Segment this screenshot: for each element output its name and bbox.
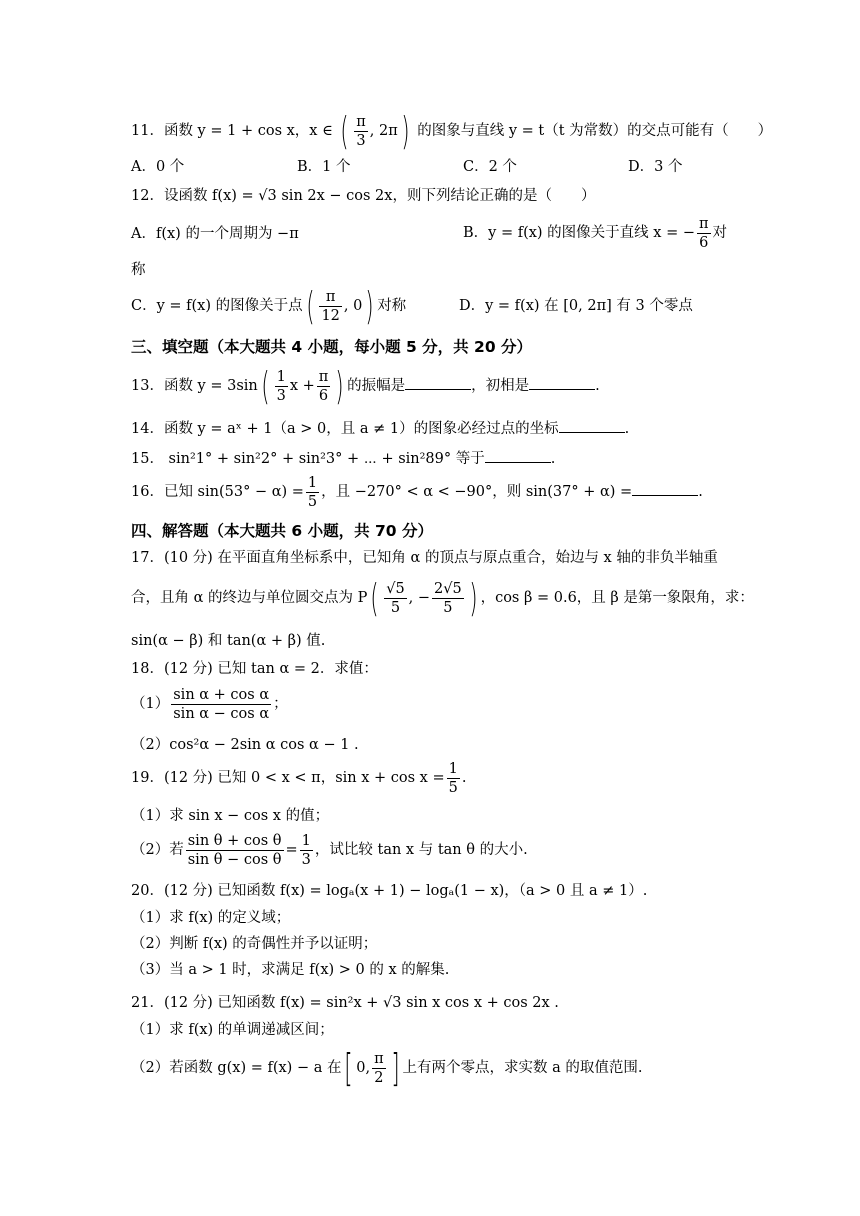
q17-l2-pre: 合，且角 α 的终边与单位圆交点为 P [131, 590, 368, 606]
q16-end: . [698, 484, 703, 500]
q19-part2-frac [186, 832, 284, 869]
q15-end: . [550, 451, 556, 467]
q11-option-d: D．3 个 [628, 159, 683, 175]
q12-option-b-post: 对 [712, 225, 728, 241]
q21-part2-pre: （2）若函数 g(x) = f(x) − a 在 [131, 1060, 342, 1076]
q17-comma: , − [408, 590, 431, 606]
q11-frac-num: π [356, 113, 366, 130]
q17-p1-den: 5 [390, 599, 401, 616]
q15-blank [485, 448, 551, 463]
q15-text: 15． sin²1° + sin²2° + sin²3° + ⋯ + sin²89° 等于 [131, 451, 485, 467]
q12-option-b-num: π [699, 215, 709, 232]
q12-option-b-pre: B．y = f(x) 的图像关于直线 x = − [463, 225, 695, 241]
q12-option-b [463, 214, 727, 252]
q11-stem [131, 109, 773, 153]
q13-frac1-num: 1 [276, 368, 286, 385]
q17-line2: 合，且角 α 的终边与单位圆交点为 P( $\frac{√5}{5}$ , − $\frac{2√5}{5}$ ) ，cos β = 0.6，且 β 是第一象限角，求： [131, 576, 754, 620]
q16-frac-num: 1 [307, 474, 318, 491]
q19-part1: （1）求 sin x − cos x 的值； [131, 808, 330, 824]
q19-part2-rfrac [300, 832, 313, 869]
q12-option-b-den: 6 [699, 234, 709, 251]
q21-part2 [131, 1046, 642, 1090]
q14-end: . [624, 421, 630, 437]
section-4-heading: 四、解答题（本大题共 6 小题，共 70 分） [131, 522, 433, 540]
q21-stem: 21．(12 分) 已知函数 f(x) = sin²x + √3 sin x cos x + cos 2x . [131, 995, 559, 1011]
q13-frac2-den: 6 [318, 387, 329, 404]
q19-part2-num: sin θ + cos θ [187, 832, 282, 849]
q12-option-c: C．y = f(x) 的图像关于点( $\frac{\pi}{12}$ , 0) 对称 [131, 284, 407, 328]
q12-option-b-wrap: 称 [131, 262, 146, 278]
q13-frac1-den: 3 [276, 387, 286, 404]
q16-frac-den: 5 [307, 493, 318, 510]
q18-part2: （2）cos²α − 2sin α cos α − 1 . [131, 737, 359, 753]
q19-part2-rden: 3 [301, 851, 311, 868]
q17-p1-num: √5 [386, 580, 405, 597]
q19-part2-den: sin θ − cos θ [187, 851, 282, 868]
q13-blank-2 [529, 375, 595, 390]
q12-option-c-post: 对称 [377, 298, 407, 314]
q21-part2-den: 2 [374, 1069, 384, 1086]
q13: 13．函数 y = 3sin( $\frac{1}{3}$ x + $\frac{\pi}{6}$ ) 的振幅是 ，初相是 . [131, 364, 600, 408]
q21-part2-frac [372, 1050, 386, 1087]
q21-part2-post: 上有两个零点，求实数 a 的取值范围. [402, 1060, 643, 1076]
q18-part1-frac [171, 686, 271, 723]
q14 [131, 418, 629, 439]
q13-end: . [595, 378, 600, 394]
q21-part1: （1）求 f(x) 的单调递减区间； [131, 1022, 334, 1038]
q12-option-b-frac [697, 215, 711, 252]
q12-option-c-rest: , 0 [343, 298, 363, 314]
q13-pre: 13．函数 y = 3sin [131, 378, 258, 394]
q21-part2-num: π [374, 1050, 384, 1067]
q11-option-a: A．0 个 [131, 159, 185, 175]
q16-mid: ，且 −270° < α < −90°，则 sin(37° + α) = [321, 484, 633, 500]
q12-option-c-num: π [319, 288, 341, 307]
q13-mid: x + [289, 378, 315, 394]
q19-part2-rnum: 1 [301, 832, 311, 849]
q19-part2 [131, 830, 528, 870]
q12-option-a: A．f(x) 的一个周期为 −π [131, 226, 299, 242]
q19-frac-num: 1 [448, 760, 458, 777]
q11-num: 11． [131, 123, 164, 139]
q16-pre: 16．已知 sin(53° − α) = [131, 484, 304, 500]
q13-frac1 [275, 368, 288, 405]
q17-p1-frac [384, 580, 406, 617]
q11-option-c: C．2 个 [463, 159, 517, 175]
q17-l2-post: ，cos β = 0.6，且 β 是第一象限角，求： [480, 590, 754, 606]
q16-blank [632, 481, 698, 496]
q16 [131, 470, 703, 514]
q11-option-b: B．1 个 [297, 159, 351, 175]
q15 [131, 448, 555, 469]
q19-stem-pre: 19．(12 分) 已知 0 < x < π，sin x + cos x = [131, 770, 445, 786]
q18-part1-den: sin α − cos α [173, 705, 270, 722]
q11-frac [354, 113, 368, 150]
q13-post2: ，初相是 [471, 378, 530, 394]
q19-end: . [461, 770, 467, 786]
q17-line1: 17．(10 分) 在平面直角坐标系中，已知角 α 的顶点与原点重合，始边与 x 轴的非负半轴重 [131, 550, 718, 566]
q18-part1-end: ； [273, 696, 288, 712]
q11-post: 的图象与直线 y = t（t 为常数）的交点可能有（ ） [417, 123, 773, 139]
q21-part2-in: 0, [356, 1060, 371, 1076]
q12-option-c-den: 12 [321, 307, 340, 324]
q20-part3: （3）当 a > 1 时，求满足 f(x) > 0 的 x 的解集. [131, 962, 450, 978]
q13-frac2-num: π [318, 368, 329, 385]
q11-pre: 函数 y = 1 + cos x，x ∈ [163, 123, 333, 139]
q16-frac [306, 474, 319, 511]
q11-int-rest: , 2π [369, 123, 398, 139]
q20-stem: 20．(12 分) 已知函数 f(x) = logₐ(x + 1) − logₐ(1 − x)，（a > 0 且 a ≠ 1）. [131, 883, 648, 899]
q12-stem: 12．设函数 f(x) = √3 sin 2x − cos 2x，则下列结论正确的是（ ） [131, 188, 596, 204]
q13-post1: 的振幅是 [347, 378, 406, 394]
q21-bracket-open: [ [344, 1046, 353, 1090]
q12-option-c-frac [319, 288, 341, 325]
q19-part2-post: ，试比较 tan x 与 tan θ 的大小. [314, 842, 528, 858]
q12-option-d: D．y = f(x) 在 [0, 2π] 有 3 个零点 [459, 298, 693, 314]
q17-line3: sin(α − β) 和 tan(α + β) 值. [131, 633, 326, 649]
section-3-heading: 三、填空题（本大题共 4 小题，每小题 5 分，共 20 分） [131, 338, 533, 356]
q11-frac-den: 3 [356, 132, 366, 149]
q19-frac [447, 760, 460, 797]
q17-p2-frac [432, 580, 464, 617]
q19-frac-den: 5 [448, 779, 458, 796]
q18-part1 [131, 684, 288, 724]
q11-paren-open: ( [340, 109, 349, 153]
q11-paren-close: ) [401, 109, 410, 153]
q13-blank-1 [405, 375, 471, 390]
q19-stem [131, 758, 466, 798]
q21-bracket-close: ] [391, 1046, 400, 1090]
q20-part2: （2）判断 f(x) 的奇偶性并予以证明； [131, 936, 378, 952]
q12-option-c-pre: C．y = f(x) 的图像关于点 [131, 298, 303, 314]
q17-p2-den: 5 [443, 599, 453, 616]
q18-stem: 18．(12 分) 已知 tan α = 2．求值： [131, 661, 378, 677]
q17-p2-num: 2√5 [434, 580, 462, 597]
q18-part1-num: sin α + cos α [173, 686, 270, 703]
q19-part2-eq: = [285, 842, 298, 858]
q20-part1: （1）求 f(x) 的定义域； [131, 910, 291, 926]
q14-text: 14．函数 y = aˣ + 1（a > 0，且 a ≠ 1）的图象必经过点的坐标 [131, 421, 559, 437]
q14-blank [559, 418, 625, 433]
q13-frac2 [317, 368, 331, 405]
q18-part1-label: （1） [131, 696, 170, 712]
q19-part2-pre: （2）若 [131, 842, 184, 858]
